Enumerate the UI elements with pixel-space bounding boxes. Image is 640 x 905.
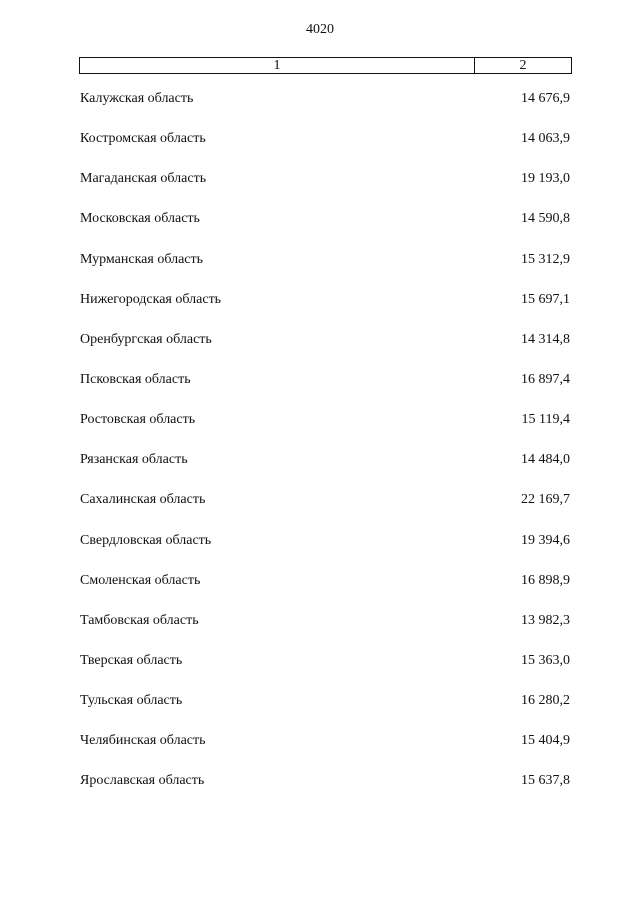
table-row [80,450,570,490]
table-row [80,250,570,290]
region-value: 15 312,9 [521,251,570,267]
region-name: Рязанская область [80,452,188,468]
region-name: Свердловская область [80,532,212,548]
region-name: Калужская область [80,91,194,106]
table-row [80,370,570,410]
region-name: Челябинская область [80,733,206,749]
region-name: Нижегородская область [80,291,222,307]
column-header-2: 2 [519,57,527,73]
table-row [80,731,570,771]
region-name: Московская область [80,211,200,227]
region-name: Костромская область [80,131,206,147]
table-row [80,611,570,651]
region-value: 16 280,2 [521,693,570,709]
region-value: 15 637,8 [521,773,570,789]
region-value: 15 697,1 [521,291,570,307]
region-value: 19 193,0 [521,171,570,187]
table-body [80,89,570,812]
table-row [80,330,570,370]
table-row [80,490,570,530]
table-row [80,531,570,571]
region-name: Тверская область [80,652,183,668]
region-value: 16 898,9 [521,572,570,588]
region-value: 15 119,4 [521,412,570,428]
region-name: Тамбовская область [80,612,199,628]
region-name: Ярославская область [80,773,205,789]
region-value: 14 590,8 [521,211,570,227]
region-name: Оренбургская область [80,331,212,347]
region-name: Сахалинская область [80,492,206,508]
region-value: 13 982,3 [521,612,570,628]
table-row [80,129,570,169]
region-value: 14 314,8 [521,331,570,347]
page-number: 4020 [306,22,334,37]
table-row [80,290,570,330]
region-value: 16 897,4 [521,371,570,387]
table-row [80,169,570,209]
region-name: Магаданская область [80,171,207,187]
table-row [80,410,570,450]
region-value: 14 484,0 [521,452,570,468]
table-row [80,571,570,611]
region-value: 19 394,6 [521,532,570,548]
region-value: 15 363,0 [521,652,570,668]
table-row [80,89,570,129]
region-name: Псковская область [80,371,191,387]
region-name: Мурманская область [80,251,204,267]
region-value: 15 404,9 [521,733,570,749]
region-name: Ростовская область [80,412,196,428]
region-name: Смоленская область [80,572,201,588]
table-row [80,771,570,811]
table-row [80,651,570,691]
table-row [80,691,570,731]
column-header-1: 1 [80,58,475,73]
region-name: Тульская область [80,693,183,709]
region-value: 14 063,9 [521,131,570,147]
region-value: 14 676,9 [521,91,570,106]
table-row [80,209,570,249]
table-header [79,57,572,74]
region-value: 22 169,7 [521,492,570,508]
